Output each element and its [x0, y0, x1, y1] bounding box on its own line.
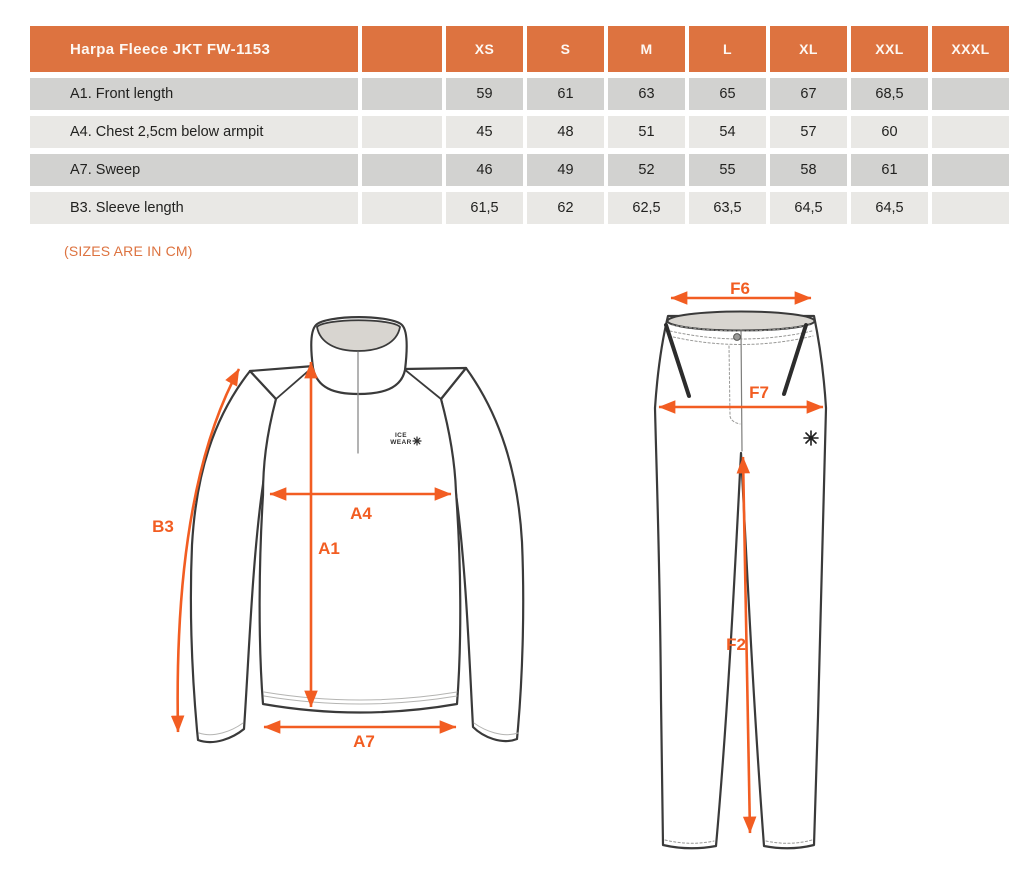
icewear-logo-line1: ICE [394, 432, 408, 439]
value-cell: 52 [608, 154, 685, 186]
jacket-logo-snowflake-icon [413, 437, 421, 445]
table-header-spacer [362, 26, 442, 72]
value-cell [932, 154, 1009, 186]
value-cell: 68,5 [851, 78, 928, 110]
value-cell: 51 [608, 116, 685, 148]
row-label-sweep: A7. Sweep [30, 154, 358, 186]
value-cell [932, 192, 1009, 224]
table-header-xxl: XXL [851, 26, 928, 72]
measure-label-a4: A4 [350, 504, 372, 523]
table-title: Harpa Fleece JKT FW-1153 [30, 26, 358, 72]
value-cell: 58 [770, 154, 847, 186]
row-label-chest: A4. Chest 2,5cm below armpit [30, 116, 358, 148]
row-label-sleeve-length: B3. Sleeve length [30, 192, 358, 224]
table-header-xs: XS [446, 26, 523, 72]
value-cell [932, 116, 1009, 148]
table-header-xl: XL [770, 26, 847, 72]
pants-body [655, 316, 826, 848]
empty-cell [362, 78, 442, 110]
value-cell: 61 [851, 154, 928, 186]
jacket-drawing [191, 317, 523, 742]
empty-cell [362, 154, 442, 186]
empty-cell [362, 116, 442, 148]
measure-label-b3: B3 [152, 517, 174, 536]
row-label-front-length: A1. Front length [30, 78, 358, 110]
value-cell: 45 [446, 116, 523, 148]
pants-drawing [655, 312, 826, 849]
table-header-l: L [689, 26, 766, 72]
value-cell: 60 [851, 116, 928, 148]
value-cell: 63 [608, 78, 685, 110]
pants-waist-button [734, 334, 741, 341]
icewear-logo [388, 433, 414, 446]
value-cell: 62 [527, 192, 604, 224]
value-cell: 63,5 [689, 192, 766, 224]
value-cell: 54 [689, 116, 766, 148]
table-header-s: S [527, 26, 604, 72]
value-cell: 61 [527, 78, 604, 110]
value-cell [932, 78, 1009, 110]
measure-label-a7: A7 [353, 732, 375, 751]
value-cell: 65 [689, 78, 766, 110]
pants-snowflake-icon [804, 431, 818, 445]
value-cell: 59 [446, 78, 523, 110]
icewear-logo-line2: WEAR [390, 438, 412, 446]
table-header-m: M [608, 26, 685, 72]
value-cell: 46 [446, 154, 523, 186]
value-cell: 62,5 [608, 192, 685, 224]
value-cell: 67 [770, 78, 847, 110]
value-cell: 48 [527, 116, 604, 148]
garment-diagrams [0, 270, 1031, 886]
units-note: (SIZES ARE IN CM) [64, 243, 193, 259]
value-cell: 64,5 [770, 192, 847, 224]
measure-label-f6: F6 [730, 279, 750, 298]
value-cell: 57 [770, 116, 847, 148]
value-cell: 55 [689, 154, 766, 186]
size-table [30, 26, 1009, 224]
empty-cell [362, 192, 442, 224]
table-header-xxxl: XXXL [932, 26, 1009, 72]
measure-label-a1: A1 [318, 539, 340, 558]
measure-label-f7: F7 [749, 383, 769, 402]
value-cell: 61,5 [446, 192, 523, 224]
value-cell: 49 [527, 154, 604, 186]
measure-label-f2: F2 [726, 635, 746, 654]
value-cell: 64,5 [851, 192, 928, 224]
